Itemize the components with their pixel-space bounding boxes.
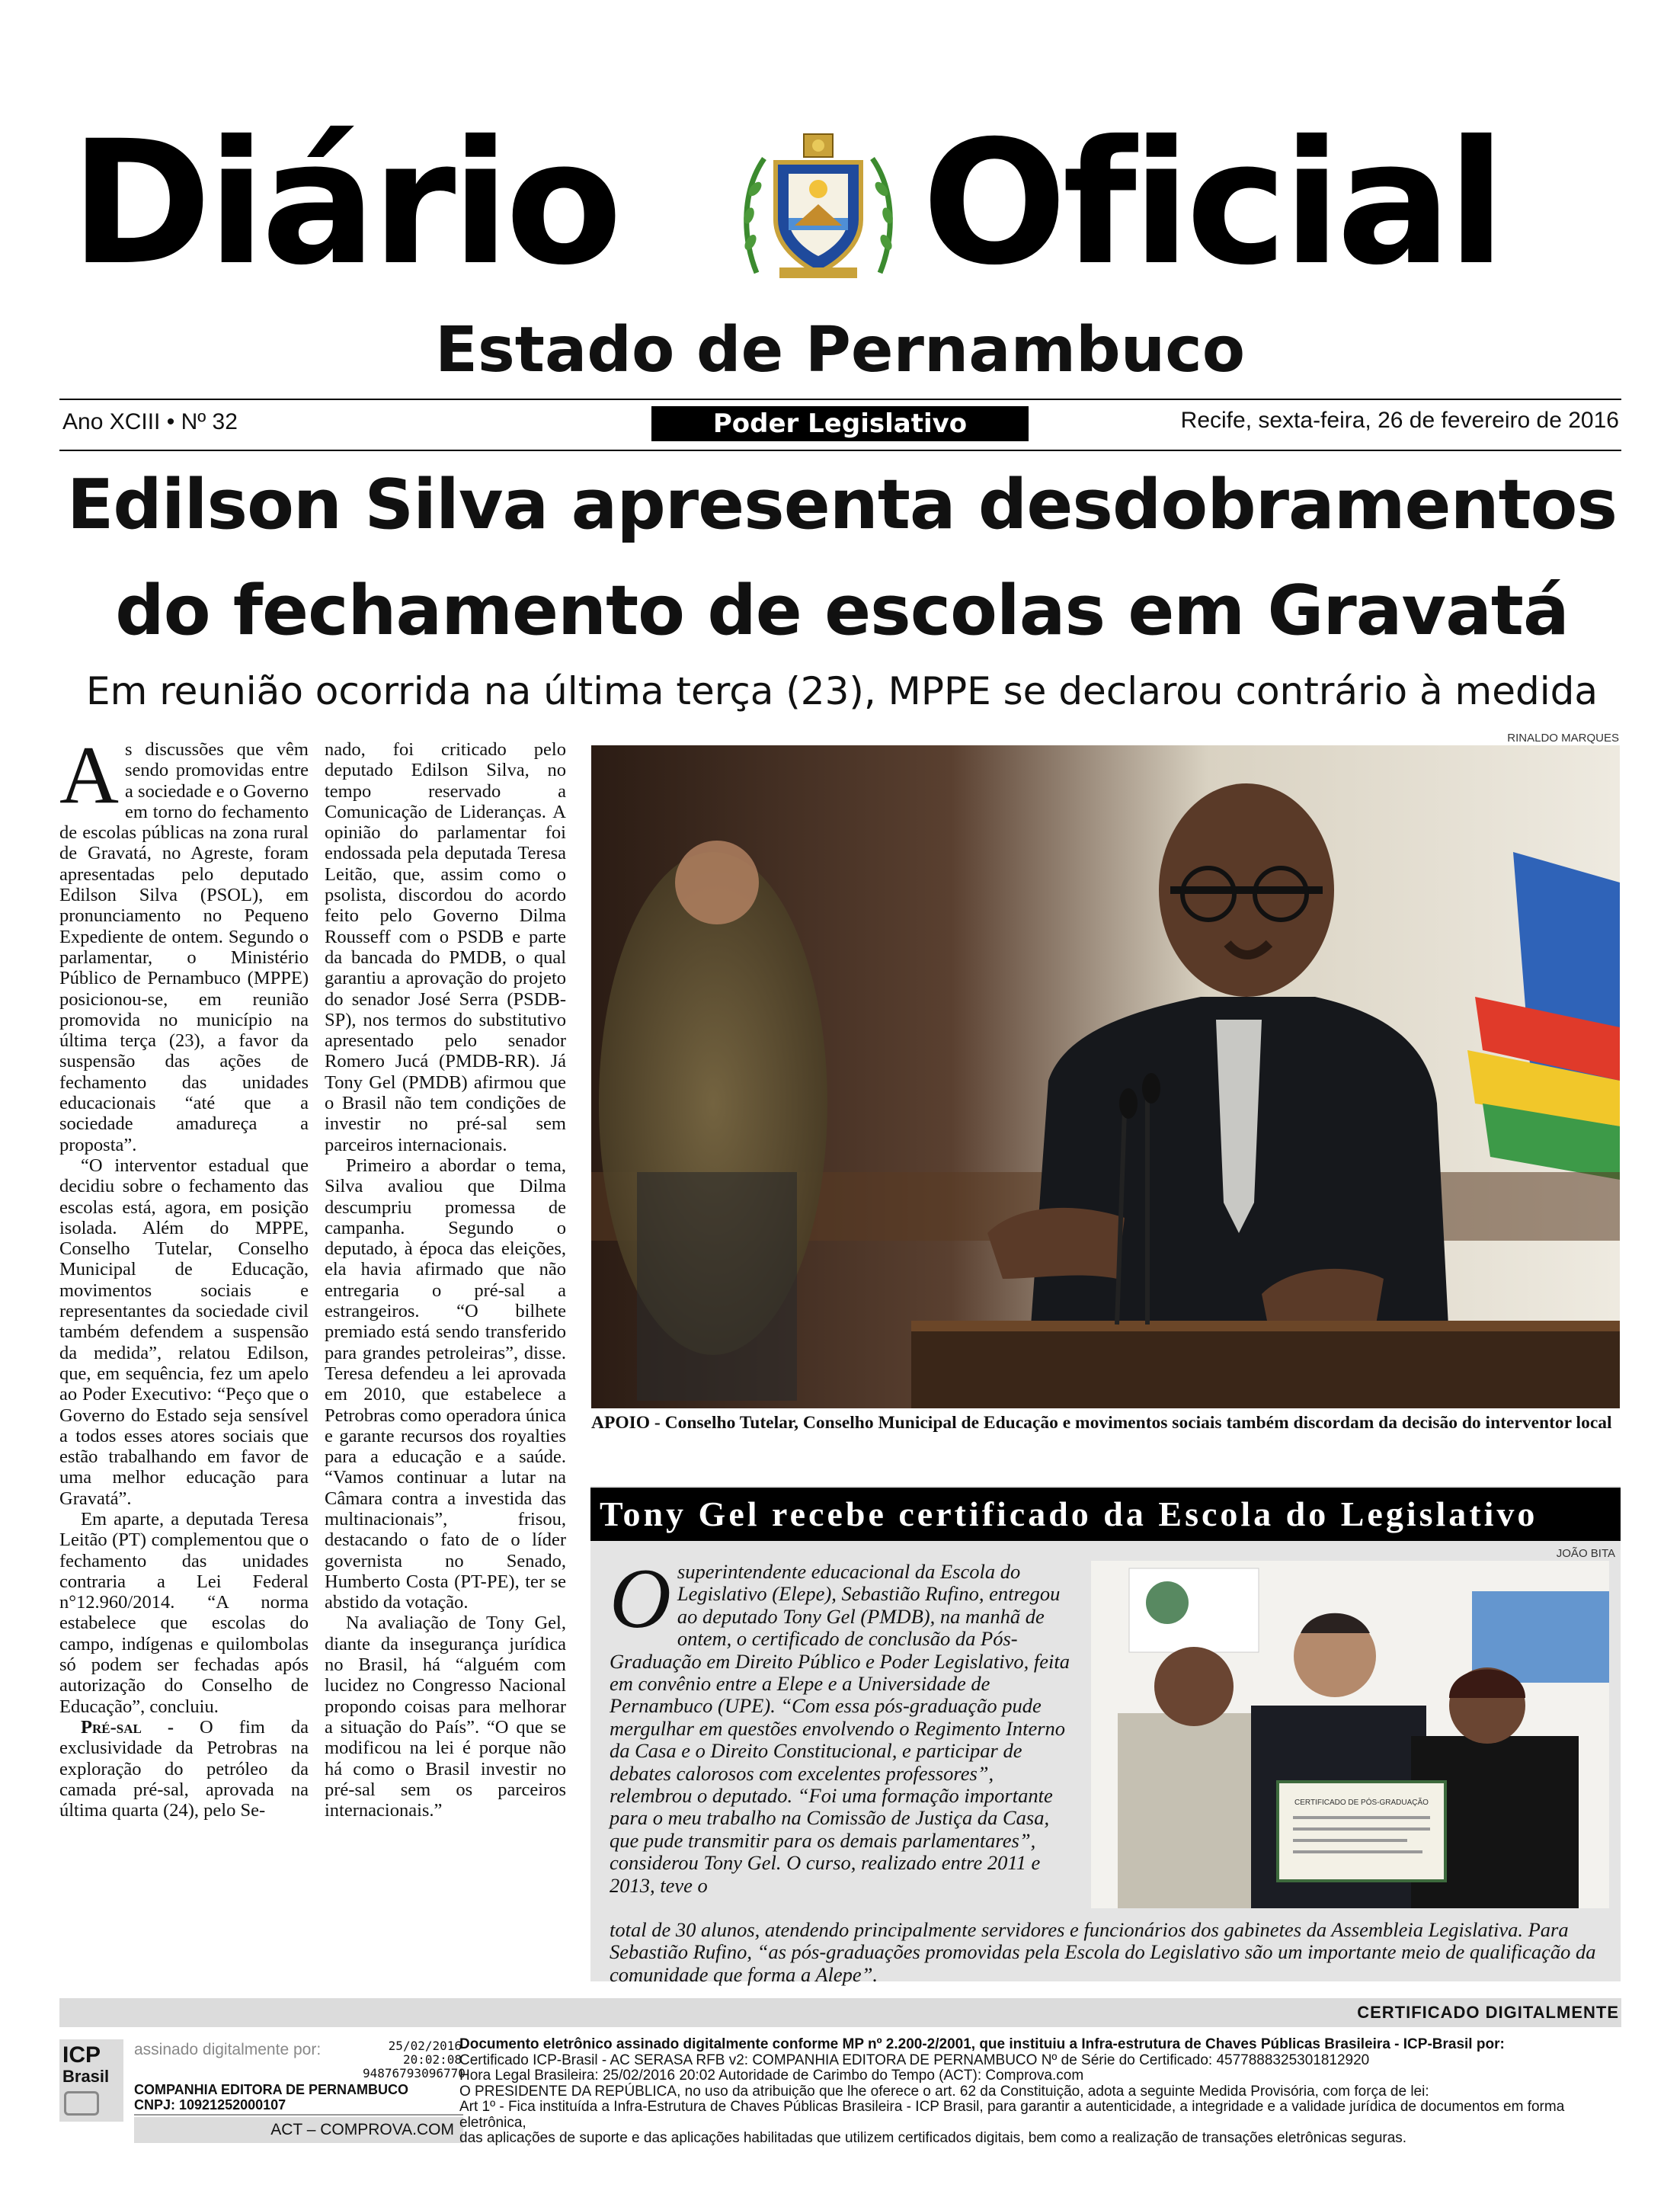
side-story-title: Tony Gel recebe certificado da Escola do Legislativo xyxy=(590,1488,1621,1541)
stamp-cnpj: CNPJ: 10921252000107 xyxy=(134,2097,286,2113)
section-tag: Poder Legislativo xyxy=(651,406,1029,441)
certificate-label: CERTIFICADO DIGITALMENTE xyxy=(1357,2003,1619,2022)
legal-line-1: Documento eletrônico assinado digitalmente conforme MP nº 2.200-2/2001, que instituiu a Infra-estrutura de Chaves Públicas Brasileira - ICP-Brasil por: xyxy=(459,2036,1505,2052)
legal-line-6: das aplicações de suporte e das aplicações habilitadas que utilizem certificados digitais, bem como a realização de transações eletrônicas seguras. xyxy=(459,2130,1407,2146)
col1-paragraph-1: s discussões que vêm sendo promovidas entre a sociedade e o Governo em torno do fechamento de escolas públicas na zona rural de Gravatá, no Agreste, foram apresentadas pelo deputado Edilson Silva (PSOL), em pronunciamento no Pequeno Expediente de ontem. Segundo o parlamentar, o Ministério Público de Pernambuco (MPPE) posicionou-se, em reunião promovida no município na última terça (23), a favor da suspensão das ações de fechamento das unidades educacionais “até que a sociedade amadureça a proposta”. xyxy=(59,739,309,1155)
subhead-pre-sal: Pré-sal - xyxy=(81,1716,174,1738)
stamp-timestamp xyxy=(363,2039,466,2080)
legal-line-4: O PRESIDENTE DA REPÚBLICA, no uso da atribuição que lhe oferece o art. 62 da Constituição, adota a seguinte Medida Provisória, com força de lei: xyxy=(459,2083,1429,2100)
side-story-photo xyxy=(1091,1561,1609,1908)
headline-line-1: Edilson Silva apresenta desdobramentos xyxy=(66,465,1618,545)
lead-photo xyxy=(591,745,1620,1408)
legal-line-5: Art 1º - Fica instituída a Infra-Estrutura de Chaves Públicas Brasileira - ICP Brasil, para garantir a autenticidade, a integridade e a validade jurídica de documentos em forma eletrônica, xyxy=(459,2099,1565,2131)
col1-paragraph-3: Em aparte, a deputada Teresa Leitão (PT) complementou que o fechamento das unidades contraria a Lei Federal n°12.960/2014. “A norma estabelece que escolas do campo, indígenas e quilombolas só podem ser fechadas após autorização do Conselho de Educação”, concluiu. xyxy=(59,1508,309,1717)
photo-credit-lead: RINALDO MARQUES xyxy=(1507,732,1619,745)
dateline: Recife, sexta-feira, 26 de fevereiro de 2016 xyxy=(1180,408,1619,433)
stamp-time: 20:02:08 xyxy=(402,2052,462,2067)
col2-paragraph-1: nado, foi criticado pelo deputado Edilson Silva, no tempo reservado a Comunicação de Lideranças. A opinião do parlamentar foi endossada pela deputada Teresa Leitão, que, assim como o psolista, discordou do acordo feito pelo Governo Dilma Rousseff com o PSDB e parte da bancada do PMDB, o qual garantiu a aprovação do projeto do senador José Serra (PSDB-SP), nos termos do substitutivo apresentado pelo senador Romero Jucá (PMDB-RR). Já Tony Gel (PMDB) afirmou que o Brasil não tem condições de investir no pré-sal sem parceiros internacionais. xyxy=(325,739,566,1155)
col1-paragraph-2: “O interventor estadual que decidiu sobre o fechamento das escolas está, agora, em posição isolada. Além do MPPE, Conselho Tutelar, Conselho Municipal de Educação, movimentos sociais e representantes da sociedade civil também defendem a suspensão da medida”, relatou Edilson, que, em sequência, fez um apelo ao Poder Executivo: “Peço que o Governo do Estado seja sensível a todos esses atores sociais que estão trabalhando em favor de uma melhor educação para Gravatá”. xyxy=(59,1155,309,1509)
dropcap-o: O xyxy=(610,1552,671,1646)
icp-brasil-logo xyxy=(59,2039,123,2122)
stamp-date: 25/02/2016 xyxy=(388,2039,462,2053)
masthead-title-left: Diário xyxy=(70,104,619,303)
article-column-1 xyxy=(59,730,309,1821)
side-story-body xyxy=(610,1552,1078,1897)
edition-number: Ano XCIII • Nº 32 xyxy=(62,409,238,434)
certificate-text: CERTIFICADO DE PÓS-GRADUAÇÃO xyxy=(1294,1799,1429,1807)
icp-logo-line-1: ICP xyxy=(62,2042,101,2068)
digital-signature-stamp xyxy=(59,2038,466,2183)
legal-line-2: Certificado ICP-Brasil - AC SERASA RFB v2: COMPANHIA EDITORA DE PERNAMBUCO Nº de Série do Certificado: 4577888325301812920 xyxy=(459,2052,1370,2068)
masthead-rule-bottom xyxy=(59,450,1621,451)
legal-line-3: Hora Legal Brasileira: 25/02/2016 20:02 Autoridade de Carimbo do Tempo (ACT): Comprova.com xyxy=(459,2068,1084,2084)
dropcap-a: A xyxy=(59,730,119,821)
headline-deck: Em reunião ocorrida na última terça (23), MPPE se declarou contrário à medida xyxy=(86,669,1598,713)
headline-line-2: do fechamento de escolas em Gravatá xyxy=(115,571,1569,651)
key-icon xyxy=(64,2091,99,2116)
masthead-subtitle: Estado de Pernambuco xyxy=(434,314,1246,386)
lead-photo-caption: APOIO - Conselho Tutelar, Conselho Municipal de Educação e movimentos sociais também discordam da decisão do interventor local xyxy=(591,1413,1612,1433)
col2-paragraph-2: Primeiro a abordar o tema, Silva avaliou que Dilma descumpriu promessa de campanha. Segundo o deputado, à época das eleições, ela havia afirmado que não entregaria o pré-sal a estrangeiros. “O bilhete premiado está sendo transferido para grandes petroleiras”, disse. Teresa defendeu a lei aprovada em 2010, que estabelece a Petrobras como operadora única e garante recursos dos royalties para a educação e a saúde. “Vamos continuar a lutar na Câmara contra a investida das multinacionais”, frisou, destacando o fato de o líder governista no Senado, Humberto Costa (PT-PE), ter se abstido da votação. xyxy=(325,1155,566,1613)
masthead-rule-top xyxy=(59,399,1621,400)
icp-logo-line-2: Brasil xyxy=(62,2067,110,2086)
signed-by-label: assinado digitalmente por: xyxy=(134,2041,322,2058)
stamp-company: COMPANHIA EDITORA DE PERNAMBUCO xyxy=(134,2082,409,2097)
col2-paragraph-3: Na avaliação de Tony Gel, diante da insegurança jurídica no Brasil, há “alguém com lucidez no Congresso Nacional propondo coisas para melhorar a situação do País”. “O que se modificou na lei é porque não há como o Brasil investir no pré-sal sem os parceiros internacionais.” xyxy=(325,1613,566,1821)
col1-paragraph-4: O fim da exclusividade da Petrobras na exploração do petróleo da camada pré-sal, aprovada na última quarta (24), pelo Se- xyxy=(59,1716,309,1821)
side-story-body-wide: total de 30 alunos, atendendo principalmente servidores e funcionários dos gabinetes da Assembleia Legislativa. Para Sebastião Rufino, “as pós-graduações promovidas pela Escola do Legislativo são um importante meio de qualificação da comunidade que forma a Alepe”. xyxy=(610,1918,1596,1986)
photo-credit-side: JOÃO BITA xyxy=(1556,1547,1615,1560)
masthead-title-right: Oficial xyxy=(922,104,1502,303)
side-story-paragraph: superintendente educacional da Escola do Legislativo (Elepe), Sebastião Rufino, entregou ao deputado Tony Gel (PMDB), na manhã de ontem, o certificado de conclusão da Pós-Graduação em Direito Público e Poder Legislativo, feita em convênio entre a Elepe e a Universidade de Pernambuco (UPE). “Com essa pós-graduação pude mergulhar em questões envolvendo o Regimento Interno da Casa e o Direito Constitucional, e participar de debates calorosos com excelentes professores”, relembrou o deputado. “Foi uma formação importante para o meu trabalho na Comissão de Justiça da Casa, que pude transmitir para os demais parlamentares”, considerou Tony Gel. O curso, realizado entre 2011 e 2013, teve o xyxy=(610,1560,1070,1897)
stamp-act xyxy=(134,2117,463,2143)
legal-notice xyxy=(459,2037,1625,2147)
stamp-act-label: ACT – COMPROVA.COM xyxy=(270,2121,454,2138)
article-column-2 xyxy=(325,739,566,1821)
state-coat-of-arms-icon xyxy=(734,128,903,284)
stamp-serial: 94876793096770 xyxy=(363,2066,466,2080)
stamp-divider xyxy=(134,2114,463,2116)
